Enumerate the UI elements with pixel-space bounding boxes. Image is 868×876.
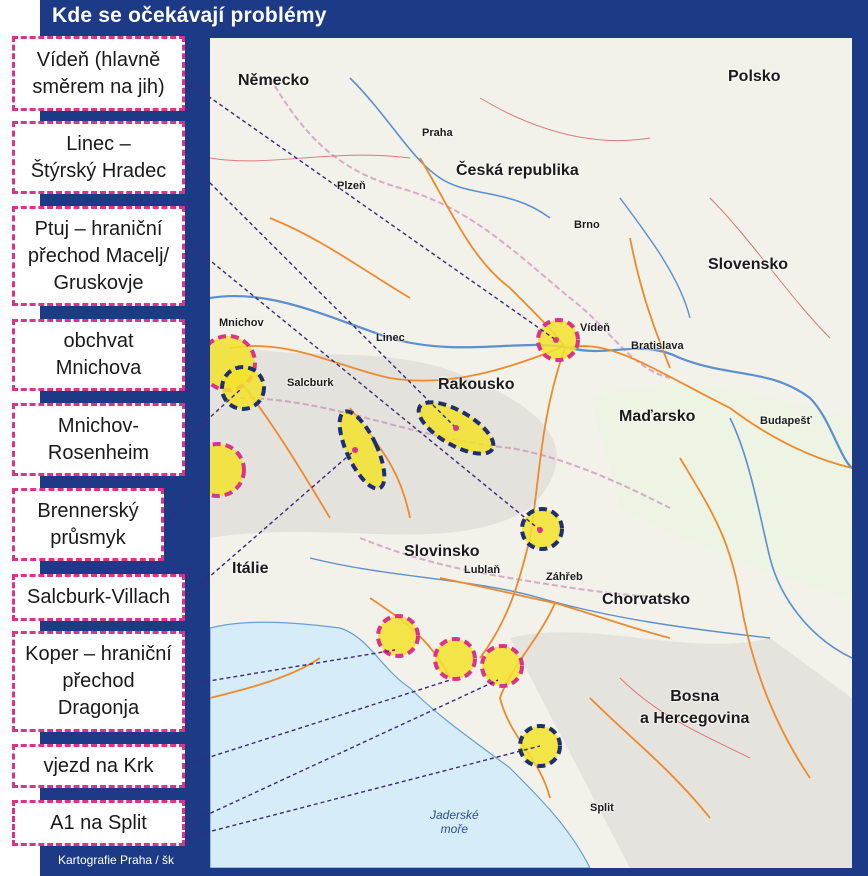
city-label-salcburk: Salcburk — [287, 377, 334, 389]
callout-krk: vjezd na Krk — [12, 744, 185, 788]
sea-label-adriatic: Jaderské moře — [430, 808, 479, 836]
country-label-poland: Polsko — [728, 68, 781, 85]
callout-salcburk-villach: Salcburk-Villach — [12, 574, 185, 621]
city-label-plzen: Plzeň — [337, 180, 366, 192]
city-label-budapest: Budapešť — [760, 415, 812, 427]
map-title: Kde se očekávají problémy — [52, 4, 327, 27]
country-label-germany: Německo — [238, 72, 310, 89]
country-label-italy: Itálie — [232, 560, 269, 577]
callout-mnichov-rosenheim: Mnichov- Rosenheim — [12, 403, 185, 476]
city-label-split: Split — [590, 802, 614, 814]
callout-linec-styrsky-hradec: Linec – Štýrský Hradec — [12, 121, 185, 194]
country-label-austria: Rakousko — [438, 376, 515, 393]
country-label-croatia: Chorvatsko — [602, 591, 691, 608]
city-label-bratislava: Bratislava — [631, 340, 684, 352]
callout-obchvat-mnichova: obchvat Mnichova — [12, 319, 185, 391]
city-label-viden: Vídeň — [580, 322, 610, 334]
callout-ptuj: Ptuj – hraniční přechod Macelj/ Gruskovje — [12, 206, 185, 306]
city-label-linec: Linec — [376, 332, 405, 344]
country-label-slovakia: Slovensko — [708, 256, 789, 273]
city-label-zahreb: Záhřeb — [546, 571, 583, 583]
city-label-lublan: Lublaň — [464, 564, 501, 576]
country-label-slovenia: Slovinsko — [404, 543, 480, 560]
country-label-czech-republic: Česká republika — [456, 162, 579, 179]
city-label-mnichov: Mnichov — [219, 317, 264, 329]
callout-viden: Vídeň (hlavně směrem na jih) — [12, 36, 185, 111]
city-label-brno: Brno — [574, 219, 600, 231]
callout-brenner: Brennerský průsmyk — [12, 488, 164, 561]
map-credit: Kartografie Praha / šk — [58, 853, 175, 867]
country-label-hungary: Maďarsko — [619, 408, 696, 425]
city-label-praha: Praha — [422, 127, 453, 139]
callout-koper: Koper – hraniční přechod Dragonja — [12, 631, 185, 732]
country-label-bosnia: Bosna a Hercegovina — [640, 688, 750, 727]
callout-a1-split: A1 na Split — [12, 800, 185, 846]
